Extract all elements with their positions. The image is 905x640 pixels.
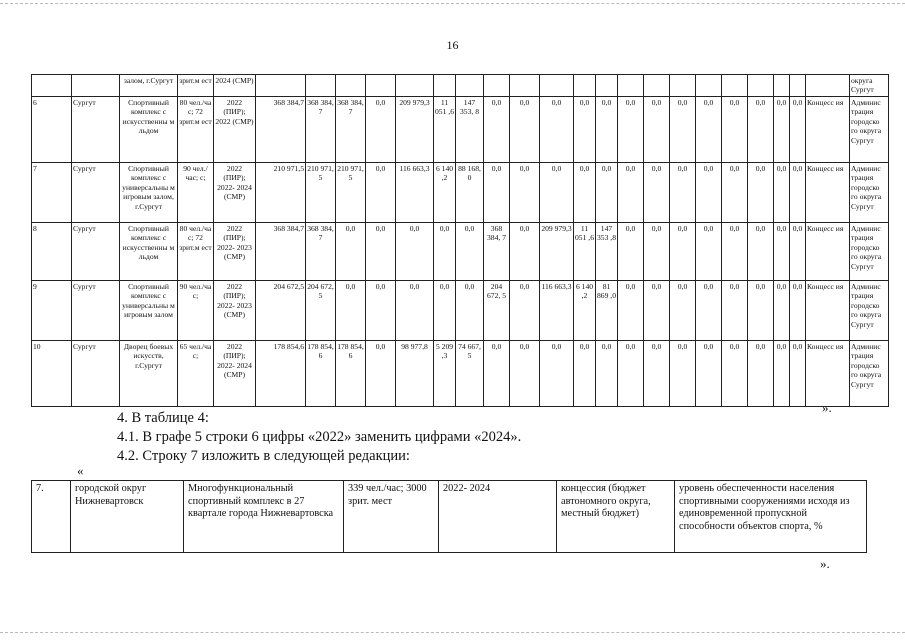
table-cell: 204 672, 5 [484,281,510,341]
row7-object: Многофункциональный спортивный комплекс в 27 квартале города Нижневартовска [184,481,344,553]
table-cell: 98 977,8 [396,341,434,407]
table-row [32,281,889,341]
table-cell: 0,0 [644,223,670,281]
table-cell: 5 209 ,3 [434,341,456,407]
row7-district: городской округ Нижневартовск [71,481,184,553]
closing-quote-2: ». [820,556,830,571]
table-cell: 178 854, 6 [336,341,366,407]
closing-quote: ». [822,400,832,415]
table-cell: 0,0 [670,223,696,281]
table-cell: 0,0 [774,281,790,341]
table-cell: 0,0 [670,163,696,223]
table-cell: 147 353 ,8 [596,223,618,281]
table-cell [336,75,366,97]
table-cell: 65 чел./ча с; [178,341,214,407]
table-cell: Сургут [72,223,120,281]
table-cell: 0,0 [790,97,806,163]
table-cell [774,75,790,97]
table-cell: 2022 (ПИР); 2022- 2023 (СМР) [214,281,256,341]
table-cell: 0,0 [790,281,806,341]
table-cell: Сургут [72,97,120,163]
table-cell: 0,0 [456,223,484,281]
table-cell [574,75,596,97]
table-cell: 210 971, 5 [306,163,336,223]
table-cell: 11 051 ,6 [574,223,596,281]
table-cell [644,75,670,97]
table-cell [256,75,306,97]
table-cell: 0,0 [540,97,574,163]
table-row [32,163,889,223]
table-cell [456,75,484,97]
table-cell: Концесс ия [806,341,850,407]
table-cell [396,75,434,97]
table-cell [596,75,618,97]
table-cell: Админис трация городско го округа Сургут [850,341,889,407]
table-cell: 209 979,3 [396,97,434,163]
table-cell: 0,0 [696,341,722,407]
table-cell: Концесс ия [806,163,850,223]
table-cell: 0,0 [510,97,540,163]
table-cell: 0,0 [366,223,396,281]
table-cell: 0,0 [618,163,644,223]
paragraph-4-2: 4.2. Строку 7 изложить в следующей редакции: [117,448,410,464]
table-cell: Спортивный комплекс с искусственны м льдом [120,223,178,281]
table-cell: 0,0 [696,223,722,281]
table-cell: 2022 (ПИР); 2022- 2023 (СМР) [214,223,256,281]
table-row [32,223,889,281]
opening-quote: « [77,463,84,478]
table-cell: 0,0 [596,341,618,407]
table-cell: 0,0 [596,163,618,223]
table-cell: Сургут [72,341,120,407]
table-cell: 368 384, 7 [306,223,336,281]
table-cell: 0,0 [540,341,574,407]
table-cell: Сургут [72,281,120,341]
table-cell: Админис трация городско го округа Сургут [850,223,889,281]
table-row [32,341,889,407]
table-cell: 0,0 [434,281,456,341]
table-cell: 0,0 [644,281,670,341]
row7-period: 2022- 2024 [439,481,557,553]
table-cell: 178 854, 6 [306,341,336,407]
table-cell: 0,0 [722,341,748,407]
table-row [32,97,889,163]
table-cell: 178 854,6 [256,341,306,407]
scan-edge-bottom [0,632,905,633]
table-cell: 0,0 [790,341,806,407]
row7-capacity: 339 чел./час; 3000 зрит. мест [344,481,439,553]
table-cell: 0,0 [644,97,670,163]
table-cell: 0,0 [574,341,596,407]
table-cell: 0,0 [396,281,434,341]
table-cell: 90 чел./ча с; [178,281,214,341]
table-cell: 80 чел./ча с; 72 зрит.м ест [178,97,214,163]
table-cell: 0,0 [618,341,644,407]
projects-table-body [32,75,889,407]
table-cell: Спортивный комплекс с универсальны м игровым залом [120,281,178,341]
table-cell [670,75,696,97]
table-cell: 0,0 [366,97,396,163]
table-cell: Спортивный комплекс с универсальны м игровым залом, г.Сургут [120,163,178,223]
table-cell: 147 353, 8 [456,97,484,163]
table-cell: 0,0 [510,281,540,341]
paragraph-4-1: 4.1. В графе 5 строки 6 цифры «2022» заменить цифрами «2024». [117,429,522,445]
table-cell: Админис трация городско го округа Сургут [850,163,889,223]
table-row [32,75,889,97]
table-cell [790,75,806,97]
table-cell: 10 [32,341,72,407]
table-cell: 0,0 [696,281,722,341]
row7-mechanism: концессия (бюджет автономного округа, местный бюджет) [557,481,675,553]
table-cell: 0,0 [366,281,396,341]
table-cell: 0,0 [484,163,510,223]
table-cell: 0,0 [790,223,806,281]
table-cell: 0,0 [774,163,790,223]
table-cell: 0,0 [670,97,696,163]
table-cell [748,75,774,97]
table-cell [806,75,850,97]
table-cell: 204 672, 5 [306,281,336,341]
table-cell: 204 672,5 [256,281,306,341]
scan-edge-top [0,3,905,4]
table-cell: 368 384, 7 [306,97,336,163]
paragraph-4: 4. В таблице 4: [117,410,209,426]
table-cell: Дворец боевых искусств, г.Сургут [120,341,178,407]
table-cell: 88 168, 0 [456,163,484,223]
table-cell: 0,0 [484,97,510,163]
table-cell: 0,0 [596,97,618,163]
table-cell: 210 971, 5 [336,163,366,223]
table-cell [72,75,120,97]
table-cell: 210 971,5 [256,163,306,223]
table-cell: округа Сургут [850,75,889,97]
table-cell: 0,0 [336,281,366,341]
table-cell: 0,0 [366,341,396,407]
table-cell [306,75,336,97]
table-cell: Концесс ия [806,97,850,163]
table-cell: 6 [32,97,72,163]
table-cell: Сургут [72,163,120,223]
table-cell: 0,0 [748,341,774,407]
table-cell: 2022 (ПИР); 2022- 2024 (СМР) [214,341,256,407]
table-cell: 0,0 [456,281,484,341]
table-cell: 0,0 [790,163,806,223]
table-cell: 0,0 [774,97,790,163]
table-cell: 0,0 [618,97,644,163]
table-cell: 8 [32,223,72,281]
table-cell: 0,0 [574,97,596,163]
table-cell: 0,0 [696,163,722,223]
table-cell [32,75,72,97]
table-cell [366,75,396,97]
row7-num: 7. [32,481,71,553]
table-cell: 0,0 [748,97,774,163]
table-cell: 0,0 [774,223,790,281]
table-cell: 368 384,7 [256,97,306,163]
table-cell: 80 чел./ча с; 72 зрит.м ест [178,223,214,281]
table-cell: 0,0 [434,223,456,281]
table-cell: 2024 (СМР) [214,75,256,97]
table-cell: 9 [32,281,72,341]
table-cell: 6 140 ,2 [434,163,456,223]
table-cell [722,75,748,97]
table-cell: 0,0 [540,163,574,223]
table-cell: 7 [32,163,72,223]
table-cell: 0,0 [510,223,540,281]
table-cell: 0,0 [618,223,644,281]
table-cell: 0,0 [618,281,644,341]
table-cell: 0,0 [748,163,774,223]
table-cell: Концесс ия [806,281,850,341]
page-number: 16 [446,38,459,52]
table-cell: 0,0 [484,341,510,407]
table-cell: 0,0 [774,341,790,407]
table-cell: Концесс ия [806,223,850,281]
table-cell: 0,0 [574,163,596,223]
table-cell: 0,0 [670,341,696,407]
table-cell: 0,0 [722,163,748,223]
table-cell: 0,0 [366,163,396,223]
table-cell: 0,0 [510,341,540,407]
table-cell: 0,0 [748,281,774,341]
table-cell: 0,0 [644,341,670,407]
table-cell: 90 чел./час; с; [178,163,214,223]
table-cell: 0,0 [396,223,434,281]
table-cell: 2022 (ПИР); 2022 (СМР) [214,97,256,163]
table-cell [484,75,510,97]
table-cell: 2022 (ПИР); 2022- 2024 (СМР) [214,163,256,223]
table-cell: 0,0 [510,163,540,223]
table-cell: 0,0 [748,223,774,281]
table-cell: 0,0 [670,281,696,341]
table-cell [540,75,574,97]
table-cell: Админис трация городско го округа Сургут [850,97,889,163]
table-cell [434,75,456,97]
table-cell: 116 663,3 [540,281,574,341]
table-cell: 0,0 [696,97,722,163]
table-cell: Админис трация городско го округа Сургут [850,281,889,341]
table-cell: 74 667, 5 [456,341,484,407]
table-cell [510,75,540,97]
row7-table [31,480,867,553]
table-cell [696,75,722,97]
table-cell [618,75,644,97]
table-cell: 0,0 [644,163,670,223]
table-cell: 6 140 ,2 [574,281,596,341]
table-cell: зрит.м ест [178,75,214,97]
table-cell: залом, г.Сургут [120,75,178,97]
table-cell: Спортивный комплекс с искусственны м льдом [120,97,178,163]
table-cell: 11 051 ,6 [434,97,456,163]
table-cell: 81 869 ,0 [596,281,618,341]
table-cell: 0,0 [336,223,366,281]
table-row [32,481,867,553]
projects-table [31,74,889,407]
table-cell: 368 384, 7 [336,97,366,163]
row7-indicator: уровень обеспеченности населения спортивными сооружениями исходя из единовременной пропускной способности объектов спорта, % [675,481,867,553]
table-cell: 0,0 [722,223,748,281]
table-cell: 368 384, 7 [484,223,510,281]
table-cell: 209 979,3 [540,223,574,281]
table-cell: 116 663,3 [396,163,434,223]
table-cell: 0,0 [722,281,748,341]
table-cell: 368 384,7 [256,223,306,281]
table-cell: 0,0 [722,97,748,163]
